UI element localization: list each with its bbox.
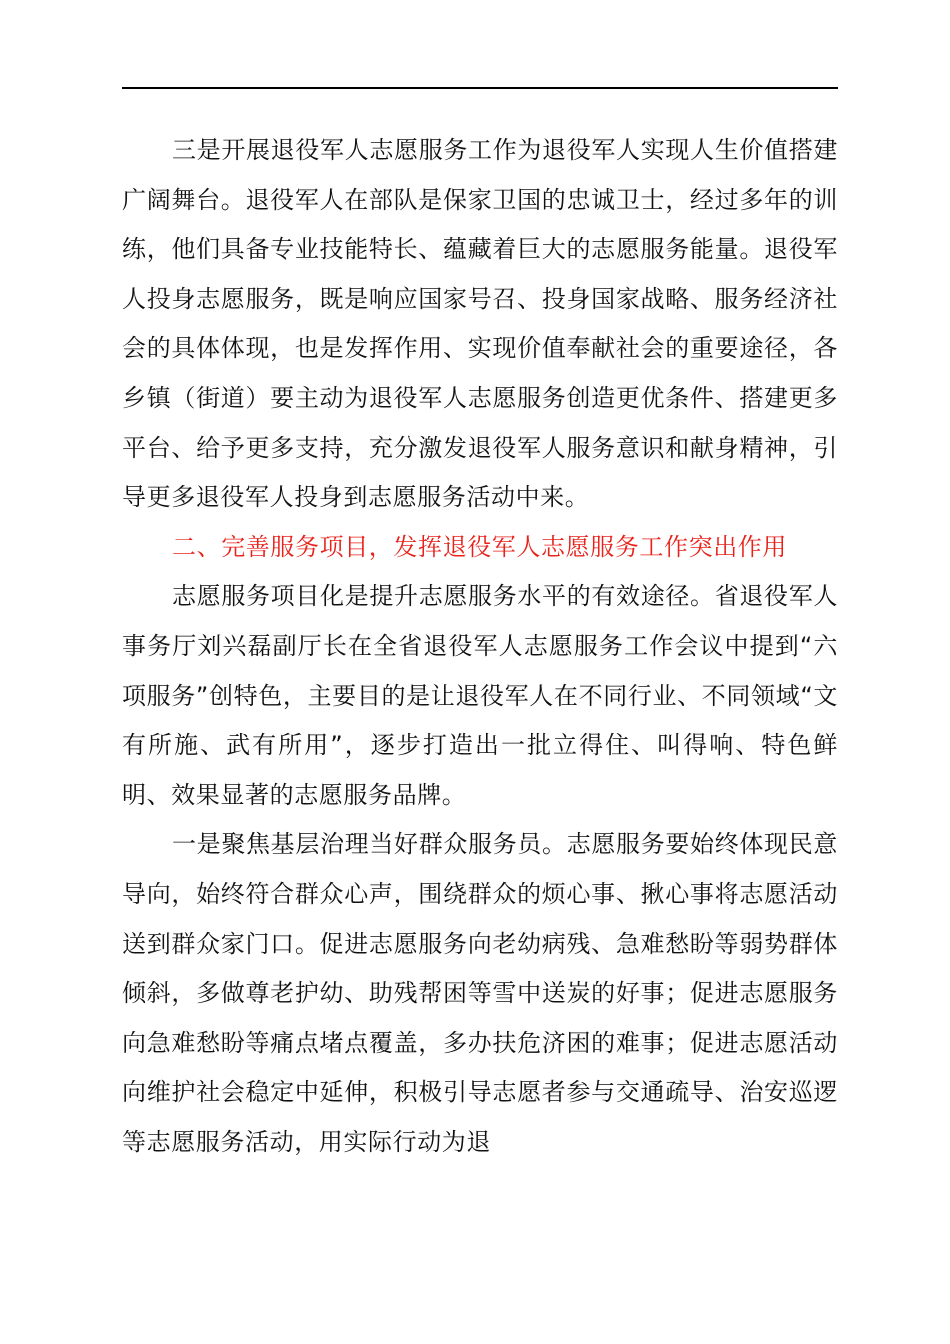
section-heading-two: 二、完善服务项目，发挥退役军人志愿服务工作突出作用 — [172, 532, 787, 561]
header-rule — [122, 87, 838, 89]
document-body — [122, 126, 838, 1167]
paragraph-one-is: 一是聚焦基层治理当好群众服务员。志愿服务要始终体现民意导向，始终符合群众心声，围绕群众的烦心事、揪心事将志愿活动送到群众家门口。促进志愿服务向老幼病残、急难愁盼等弱势群体倾斜，多做尊老护幼、助残帮困等雪中送炭的好事；促进志愿服务向急难愁盼等痛点堵点覆盖，多办扶危济困的难事；促进志愿活动向维护社会稳定中延伸，积极引导志愿者参与交通疏导、治安巡逻等志愿服务活动，用实际行动为退 — [122, 830, 838, 1156]
paragraph-three-is: 三是开展退役军人志愿服务工作为退役军人实现人生价值搭建广阔舞台。退役军人在部队是保家卫国的忠诚卫士，经过多年的训练，他们具备专业技能特长、蕴藏着巨大的志愿服务能量。退役军人投身志愿服务，既是响应国家号召、投身国家战略、服务经济社会的具体体现，也是发挥作用、实现价值奉献社会的重要途径，各乡镇（街道）要主动为退役军人志愿服务创造更优条件、搭建更多平台、给予更多支持，充分激发退役军人服务意识和献身精神，引导更多退役军人投身到志愿服务活动中来。 — [122, 136, 838, 512]
paragraph-project-based: 志愿服务项目化是提升志愿服务水平的有效途径。省退役军人事务厅刘兴磊副厅长在全省退役军人志愿服务工作会议中提到“六项服务”创特色，主要目的是让退役军人在不同行业、不同领域“文有所施、武有所用”，逐步打造出一批立得住、叫得响、特色鲜明、效果显著的志愿服务品牌。 — [122, 582, 838, 809]
